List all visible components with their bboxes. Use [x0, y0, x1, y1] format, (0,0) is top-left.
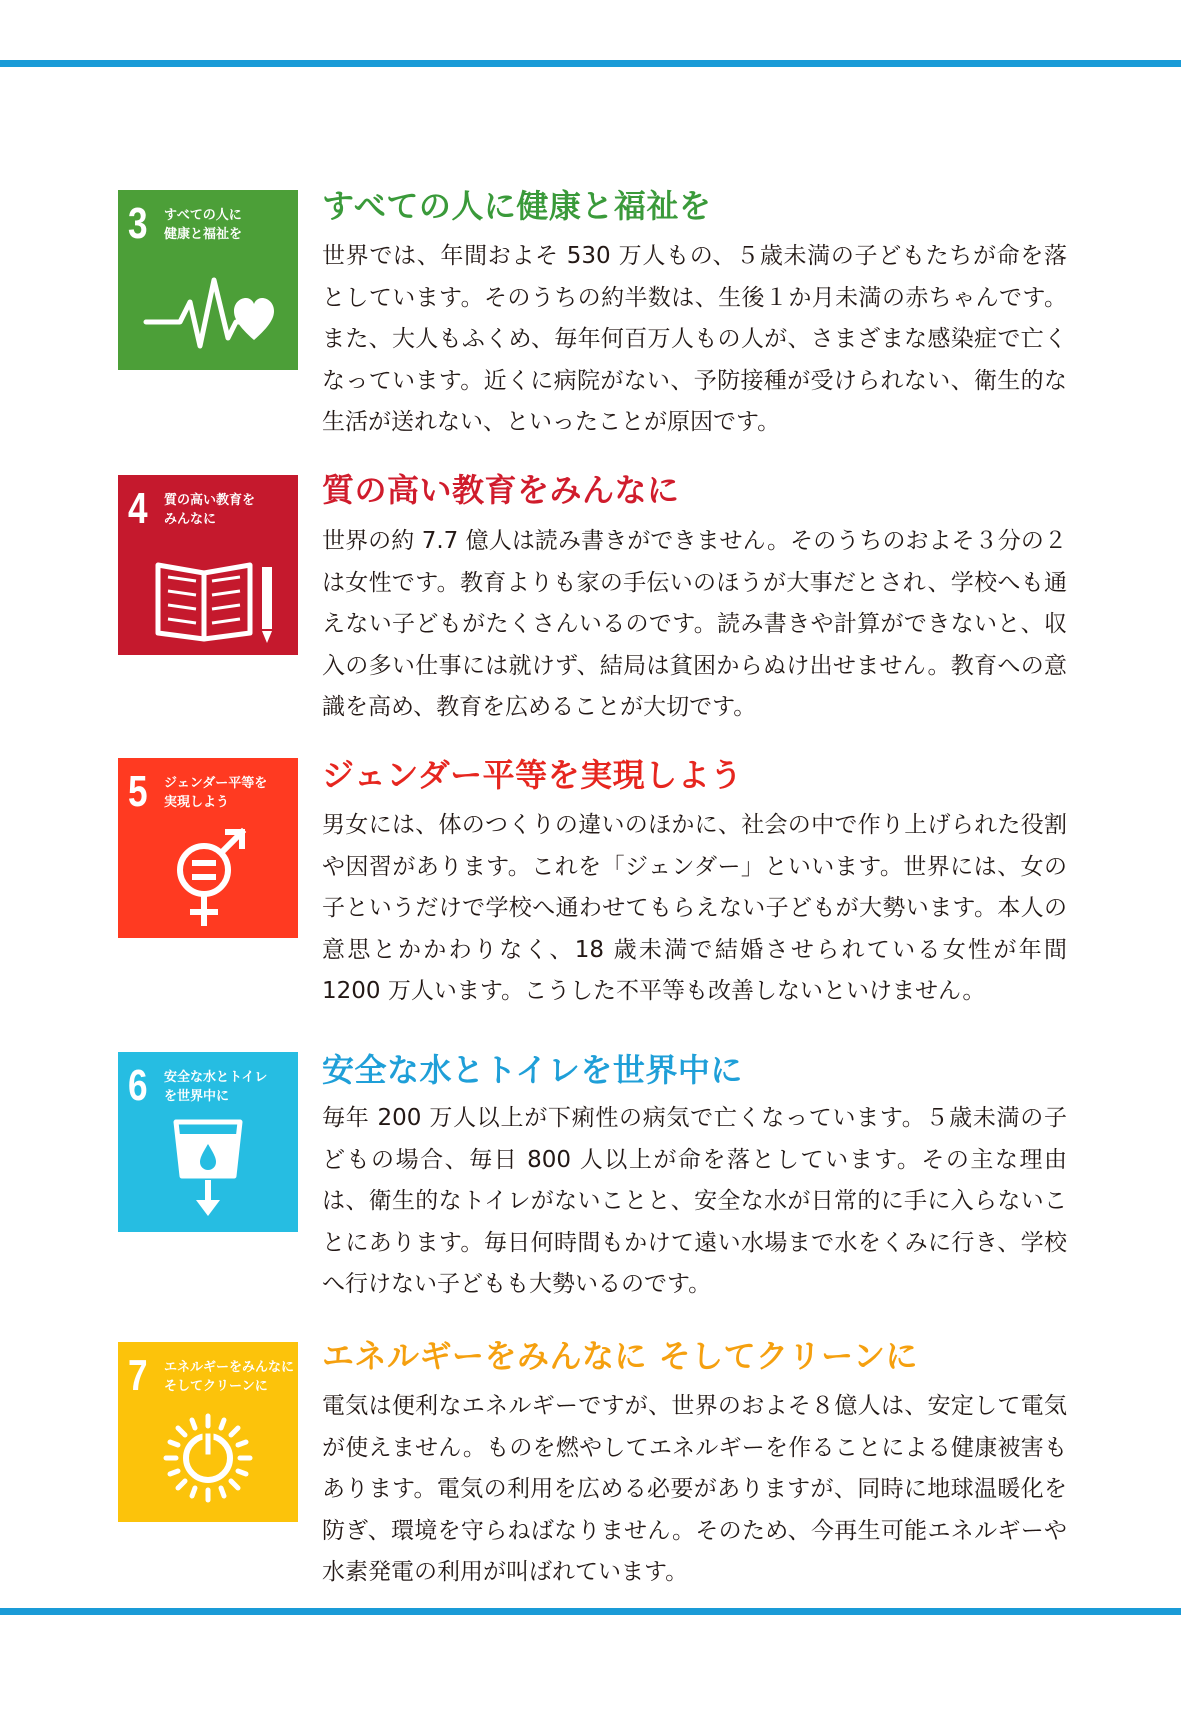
goal-5-icon-tile — [118, 758, 298, 938]
goal-number: 4 — [128, 484, 148, 533]
top-rule — [0, 60, 1181, 67]
goal-number: 5 — [128, 767, 148, 816]
goal-number: 3 — [128, 199, 148, 248]
goal-6-icon-tile — [118, 1052, 298, 1232]
gender-equality-icon — [118, 818, 298, 938]
goal-icon-caption: 安全な水とトイレ を世界中に — [164, 1070, 268, 1104]
goal-icon-caption: ジェンダー平等を 実現しよう — [164, 776, 268, 810]
sun-power-icon — [118, 1402, 298, 1522]
bottom-rule — [0, 1608, 1181, 1615]
heartbeat-heart-icon — [118, 250, 298, 370]
goal-title: ジェンダー平等を実現しよう — [322, 756, 743, 794]
goal-title: エネルギーをみんなに そしてクリーンに — [322, 1337, 919, 1375]
goal-number: 7 — [128, 1351, 148, 1400]
goal-icon-caption: すべての人に 健康と福祉を — [164, 208, 243, 242]
water-glass-icon — [118, 1112, 298, 1232]
goal-body: 男女には、体のつくりの違いのほかに、社会の中で作り上げられた役割や因習があります。これを「ジェンダー」といいます。世界には、女の子というだけで学校へ通わせてもらえない子どもが大勢います。本人の意思とかかわりなく、18 歳未満で結婚させられている女性が年間 1200 万人います。こうした不平等も改善しないといけません。 — [322, 812, 1067, 1004]
goal-7-icon-tile — [118, 1342, 298, 1522]
goal-title: 質の高い教育をみんなに — [322, 471, 680, 509]
goal-icon-caption: 質の高い教育を みんなに — [164, 493, 256, 527]
goal-body: 世界の約 7.7 億人は読み書きができません。そのうちのおよそ３分の２は女性です。教育よりも家の手伝いのほうが大事だとされ、学校へも通えない子どもがたくさんいるのです。読み書きや計算ができないと、収入の多い仕事には就けず、結局は貧困からぬけ出せません。教育への意識を高め、教育を広めることが大切です。 — [322, 528, 1067, 720]
goal-3-icon-tile — [118, 190, 298, 370]
goal-title: すべての人に健康と福祉を — [322, 187, 712, 225]
goal-title: 安全な水とトイレを世界中に — [322, 1051, 743, 1089]
goal-body: 世界では、年間およそ 530 万人もの、５歳未満の子どもたちが命を落としています。そのうちの約半数は、生後１か月未満の赤ちゃんです。また、大人もふくめ、毎年何百万人もの人が、さまざまな感染症で亡くなっています。近くに病院がない、予防接種が受けられない、衛生的な生活が送れない、といったことが原因です。 — [322, 243, 1067, 435]
goal-4-icon-tile — [118, 475, 298, 655]
open-book-pencil-icon — [118, 535, 298, 655]
goal-icon-caption: エネルギーをみんなに そしてクリーンに — [164, 1360, 295, 1394]
goal-body: 毎年 200 万人以上が下痢性の病気で亡くなっています。５歳未満の子どもの場合、毎日 800 人以上が命を落としています。その主な理由は、衛生的なトイレがないことと、安全な水が日常的に手に入らないことにあります。毎日何時間もかけて遠い水場まで水をくみに行き、学校へ行けない子どもも大勢いるのです。 — [322, 1105, 1067, 1297]
goal-body: 電気は便利なエネルギーですが、世界のおよそ８億人は、安定して電気が使えません。ものを燃やしてエネルギーを作ることによる健康被害もあります。電気の利用を広める必要がありますが、同時に地球温暖化を防ぎ、環境を守らねばなりません。そのため、今再生可能エネルギーや水素発電の利用が叫ばれています。 — [322, 1393, 1067, 1585]
goal-number: 6 — [128, 1061, 148, 1110]
